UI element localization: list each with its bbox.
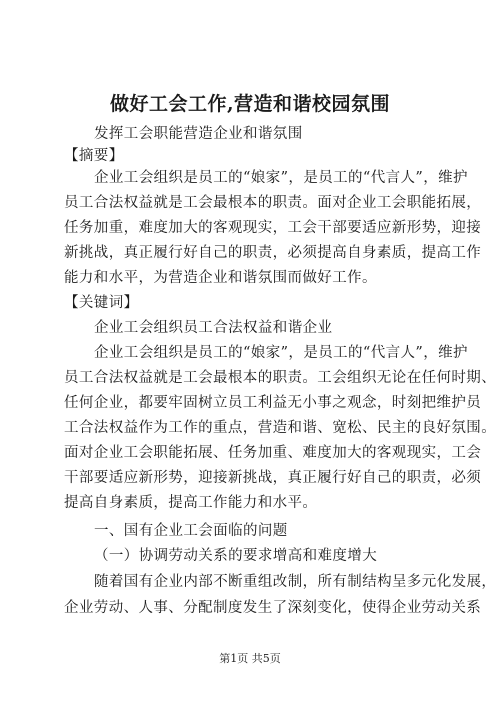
body-line: 提高自身素质，提高工作能力和水平。 [64,495,318,511]
section-line: 企业劳动、人事、分配制度发生了深刻变化，使得企业劳动关系 [64,600,482,616]
document-title: 做好工会工作,营造和谐校园氛围 [109,93,391,115]
abstract-line: 新挑战，真正履行好自己的职责，必须提高自身素质，提高工作 [64,245,482,261]
keywords: 企业工会组织员工合法权益和谐企业 [94,320,333,336]
abstract-line: 企业工会组织是员工的“娘家”，是员工的“代言人”，维护 [94,170,468,186]
abstract-line: 员工合法权益就是工会最根本的职责。面对企业工会职能拓展， [64,195,482,211]
keywords-heading: 【关键词】 [64,295,139,311]
abstract-line: 能力和水平，为营造企业和谐氛围而做好工作。 [64,270,377,286]
subtitle: 发挥工会职能营造企业和谐氛围 [94,126,303,142]
section-heading: 一、国有企业工会面临的问题 [94,523,288,539]
subsection-heading: （一）协调劳动关系的要求增高和难度增大 [94,548,378,564]
body-line: 工合法权益作为工作的重点，营造和谐、宽松、民主的良好氛围。 [64,420,497,436]
body-line: 干部要适应新形势，迎接新挑战，真正履行好自己的职责，必须 [64,470,482,486]
body-line: 任何企业，都要牢固树立员工利益无小事之观念，时刻把维护员 [64,395,482,411]
body-line: 员工合法权益就是工会最根本的职责。工会组织无论在任何时期、 [64,370,497,386]
page-footer: 第1页 共5页 [219,652,281,665]
section-line: 随着国有企业内部不断重组改制，所有制结构呈多元化发展， [94,574,497,590]
body-line: 企业工会组织是员工的“娘家”，是员工的“代言人”，维护 [94,345,468,361]
abstract-heading: 【摘要】 [64,148,124,164]
body-line: 面对企业工会职能拓展、任务加重、难度加大的客观现实，工会 [64,445,482,461]
abstract-line: 任务加重，难度加大的客观现实，工会干部要适应新形势，迎接 [64,220,482,236]
